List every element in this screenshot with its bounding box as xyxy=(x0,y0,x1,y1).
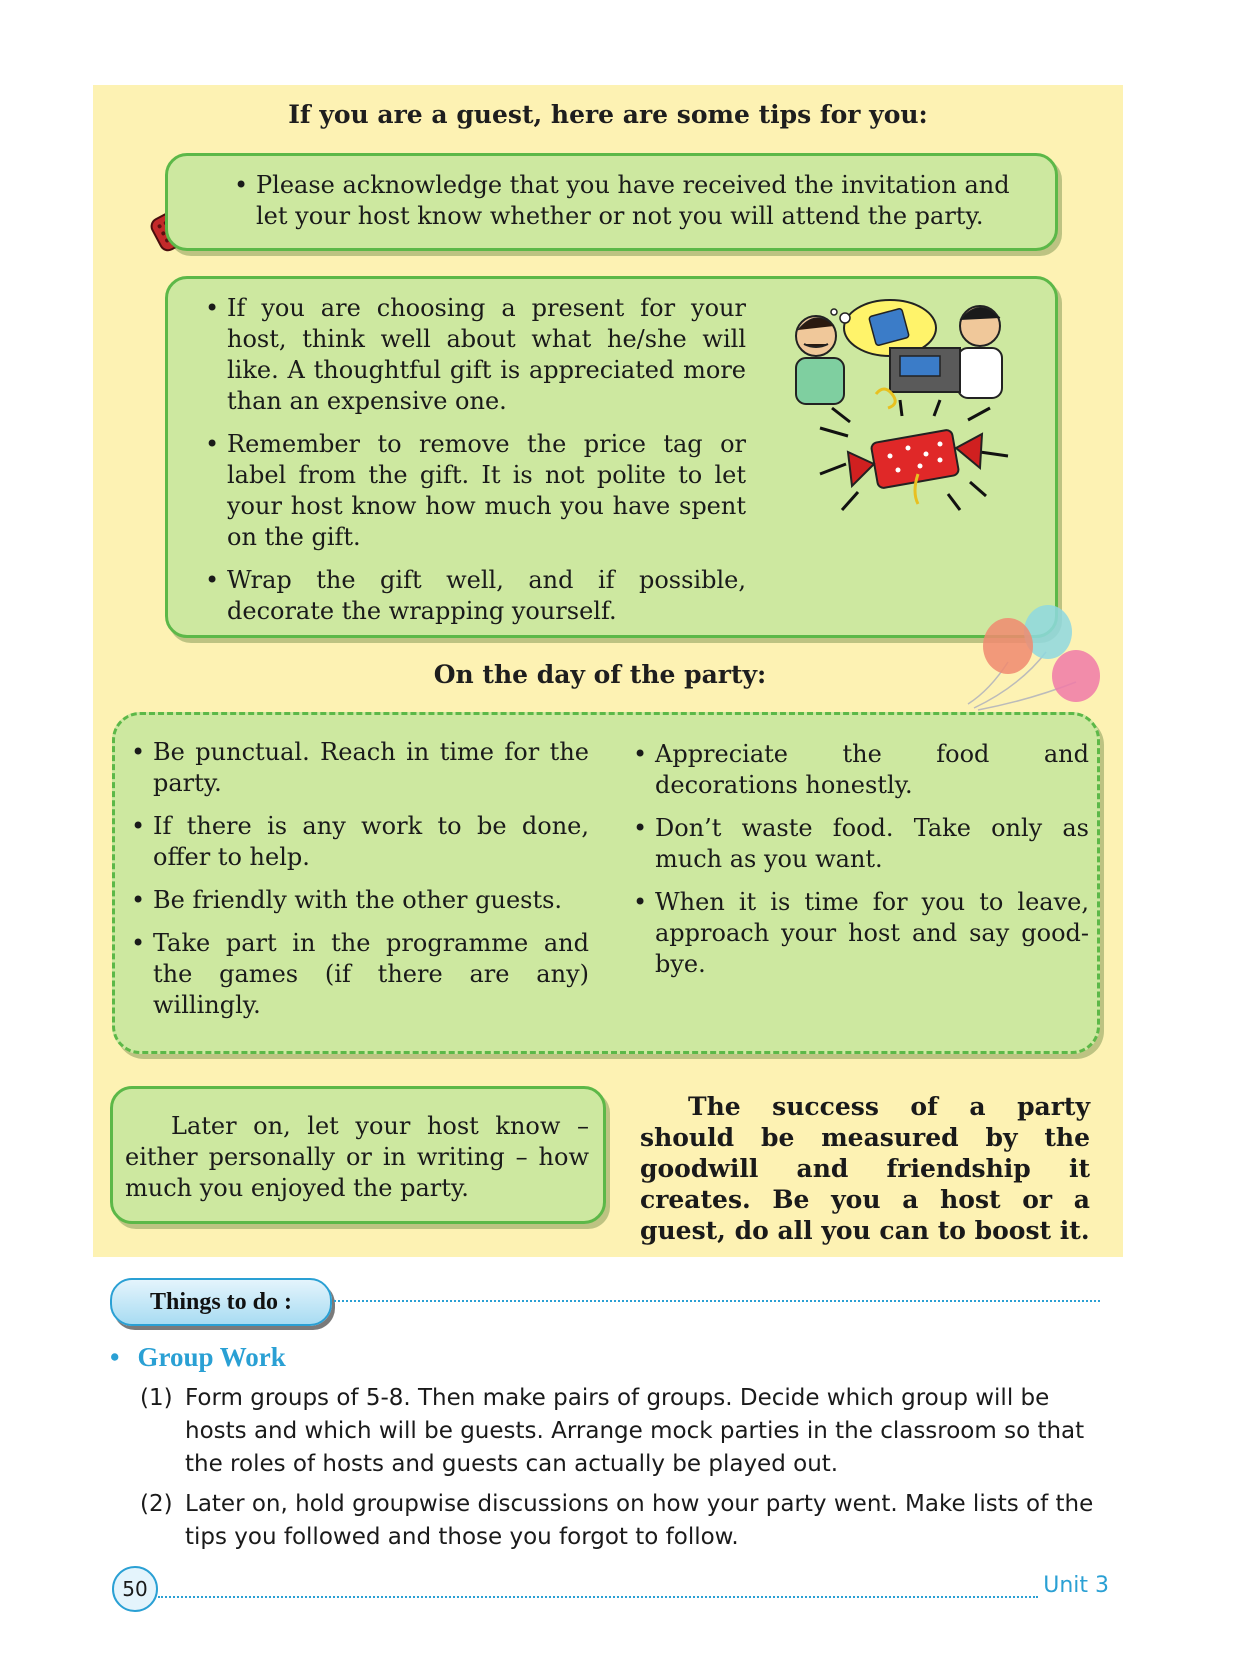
later-note-box xyxy=(110,1086,606,1224)
bullet: • xyxy=(110,1342,120,1372)
acknowledge-tip-box xyxy=(165,153,1058,251)
party-tip: • Don’t waste food. Take only as much as you want. xyxy=(629,813,1089,875)
task-item: (1) Form groups of 5-8. Then make pairs of groups. Decide which group will be hosts and which will be guests. Arrange mock parties in the classroom so that the roles of hosts and guests can actually be played out. xyxy=(140,1385,1085,1477)
party-day-heading: On the day of the party: xyxy=(433,660,767,689)
group-work-heading: • Group Work xyxy=(110,1342,286,1372)
party-tip: • Be friendly with the other guests. xyxy=(127,885,589,916)
footer-divider xyxy=(158,1596,1038,1598)
unit-label: Unit 3 xyxy=(1043,1573,1109,1598)
page-number: 50 xyxy=(112,1566,158,1612)
party-tip: • When it is time for you to leave, approach your host and say good-bye. xyxy=(629,887,1089,980)
task-item: (2) Later on, hold groupwise discussions on how your party went. Make lists of the tips you followed and those you forgot to follow. xyxy=(140,1491,1094,1550)
party-tip: • Appreciate the food and decorations honestly. xyxy=(629,739,1089,801)
later-note: Later on, let your host know – either personally or in writing – how much you enjoyed the party. xyxy=(125,1112,589,1202)
balloons-icon xyxy=(950,600,1120,720)
section-divider xyxy=(330,1300,1100,1302)
party-tip: • Be punctual. Reach in time for the party. xyxy=(127,737,589,799)
guest-tips-heading: If you are a guest, here are some tips for you: xyxy=(288,100,928,129)
gift-tip: • Remember to remove the price tag or label from the gift. It is not polite to let your host know how much you have spent on the gift. xyxy=(201,429,746,553)
success-note: The success of a party should be measured by the goodwill and friendship it creates. Be you a host or a guest, do all you can to boost it. xyxy=(640,1092,1090,1245)
gift-illustration xyxy=(790,296,1030,546)
gift-tip: • If you are choosing a present for your host, think well about what he/she will like. A thoughtful gift is appreciated more than an expensive one. xyxy=(201,293,746,417)
gift-tip: • Wrap the gift well, and if possible, decorate the wrapping yourself. xyxy=(201,565,746,627)
acknowledge-tip: • Please acknowledge that you have received the invitation and let your host know whether or not you will attend the party. xyxy=(230,170,1039,232)
party-day-box xyxy=(112,712,1100,1054)
things-to-do-label: Things to do : xyxy=(110,1278,332,1326)
party-tip: • If there is any work to be done, offer to help. xyxy=(127,811,589,873)
party-tip: • Take part in the programme and the games (if there are any) willingly. xyxy=(127,928,589,1021)
